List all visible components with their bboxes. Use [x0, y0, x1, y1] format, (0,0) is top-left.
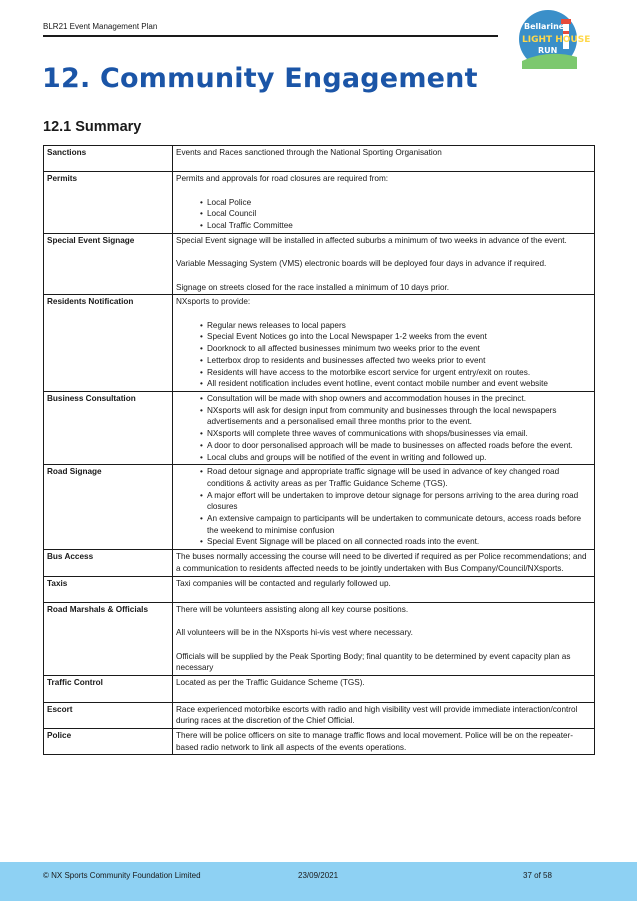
row-label: Bus Access	[44, 550, 173, 576]
paragraph: Events and Races sanctioned through the National Sporting Organisation	[176, 148, 442, 157]
row-label: Police	[44, 728, 173, 754]
list-item: • Doorknock to all affected businesses minimum two weeks prior to the event	[176, 343, 591, 355]
paragraph: All volunteers will be in the NXsports hi-vis vest where necessary.	[176, 628, 413, 638]
paragraph: Taxi companies will be contacted and regularly followed up.	[176, 578, 391, 588]
header-rule	[43, 35, 498, 37]
list-item: • Special Event Signage will be placed on all connected roads into the event.	[176, 536, 591, 548]
footer-organisation: © NX Sports Community Foundation Limited	[43, 871, 201, 880]
row-label: Road Marshals & Officials	[44, 602, 173, 675]
table-row	[44, 728, 595, 754]
table-row	[44, 465, 595, 550]
footer-bar	[0, 862, 637, 901]
list-item: • Consultation will be made with shop owners and accommodation houses in the precinct.	[176, 393, 591, 405]
table-row	[44, 550, 595, 576]
bullet-list	[176, 197, 591, 232]
paragraph: Located as per the Traffic Guidance Scheme (TGS).	[176, 678, 365, 688]
list-item: • NXsports will ask for design input from community and businesses through the local newspapers advertisements and a personalised email three months prior to the event.	[176, 405, 591, 428]
logo-line3: RUN	[538, 46, 558, 55]
row-content	[173, 146, 595, 172]
list-item: • NXsports will complete three waves of communications with shops/businesses via email.	[176, 428, 591, 440]
spacer	[176, 308, 591, 320]
row-content	[173, 576, 595, 602]
spacer	[176, 689, 591, 701]
table-row	[44, 146, 595, 172]
list-item: • A major effort will be undertaken to improve detour signage for persons arriving to the area during road closures	[176, 490, 591, 513]
row-content	[173, 702, 595, 728]
row-label: Escort	[44, 702, 173, 728]
row-content	[173, 172, 595, 234]
document-title: BLR21 Event Management Plan	[43, 22, 158, 31]
bullet-list	[176, 393, 591, 463]
paragraph: Officials will be supplied by the Peak Sporting Body; final quantity to be determined by event capacity plan as necessary	[176, 651, 571, 673]
list-item: • Regular news releases to local papers	[176, 320, 591, 332]
engagement-summary-table	[43, 145, 595, 755]
table-row	[44, 172, 595, 234]
table-row	[44, 602, 595, 675]
list-item: • An extensive campaign to participants will be undertaken to communicate detours, access roads before the weekend to minimise confusion	[176, 513, 591, 536]
row-label: Sanctions	[44, 146, 173, 172]
list-item: • Local clubs and groups will be notified of the event in writing and followed up.	[176, 452, 591, 464]
list-item: • Local Police	[176, 197, 591, 209]
list-item: • Road detour signage and appropriate traffic signage will be used in advance of key changed road conditions & activity areas as per Traffic Guidance Scheme (TGS).	[176, 466, 591, 489]
spacer	[176, 589, 591, 601]
list-item: • Residents will have access to the motorbike escort service for urgent entry/exit on routes.	[176, 367, 591, 379]
paragraph: There will be volunteers assisting along all key course positions.	[176, 604, 409, 614]
footer-date: 23/09/2021	[298, 871, 339, 880]
section-subheading: 12.1 Summary	[43, 119, 142, 135]
lighthouse-run-logo-icon	[508, 9, 591, 69]
spacer	[176, 270, 591, 282]
row-label: Residents Notification	[44, 295, 173, 392]
spacer	[176, 247, 591, 259]
table-row	[44, 391, 595, 464]
row-content	[173, 465, 595, 550]
row-content	[173, 602, 595, 675]
list-item: • All resident notification includes event hotline, event contact mobile number and event website	[176, 378, 591, 390]
logo-line1: Bellarine	[524, 22, 565, 31]
spacer	[176, 185, 591, 197]
bullet-list	[176, 466, 591, 548]
row-content	[173, 295, 595, 392]
paragraph: Special Event signage will be installed in affected suburbs a minimum of two weeks in advance of the event.	[176, 235, 567, 245]
paragraph: Race experienced motorbike escorts with radio and high visibility vest will provide immediate interaction/control during races at the discretion of the Chief Official.	[176, 704, 578, 726]
paragraph: The buses normally accessing the course will need to be diverted if required as per Police recommendations; and a communication to residents affected needs to be jointly undertaken with Bus Company/Council/NXsports.	[176, 552, 587, 573]
table-row	[44, 295, 595, 392]
row-label: Road Signage	[44, 465, 173, 550]
paragraph: NXsports to provide:	[176, 297, 251, 307]
row-content	[173, 233, 595, 294]
row-label: Business Consultation	[44, 391, 173, 464]
row-content	[173, 391, 595, 464]
logo-line2: LIGHT HOUSE	[522, 35, 591, 45]
paragraph: Signage on streets closed for the race installed a minimum of 10 days prior.	[176, 282, 450, 292]
paragraph: Permits and approvals for road closures are required from:	[176, 174, 389, 184]
row-content	[173, 676, 595, 702]
bullet-list	[176, 320, 591, 390]
spacer	[176, 616, 591, 628]
row-label: Taxis	[44, 576, 173, 602]
list-item: • Special Event Notices go into the Local Newspaper 1-2 weeks from the event	[176, 331, 591, 343]
spacer	[176, 159, 591, 171]
paragraph: There will be police officers on site to manage traffic flows and local movement. Police will be on the repeater-based radio network to link all aspects of the events operations.	[176, 730, 573, 752]
row-content	[173, 728, 595, 754]
paragraph: Variable Messaging System (VMS) electronic boards will be deployed four days in advance if required.	[176, 259, 547, 269]
list-item: • A door to door personalised approach will be made to businesses on affected roads before the event.	[176, 440, 591, 452]
table-row	[44, 576, 595, 602]
list-item: • Local Council	[176, 208, 591, 220]
footer-page-number: 37 of 58	[523, 871, 552, 880]
spacer	[176, 639, 591, 651]
row-label: Special Event Signage	[44, 233, 173, 294]
list-item: • Local Traffic Committee	[176, 220, 591, 232]
table-row	[44, 702, 595, 728]
table-row	[44, 676, 595, 702]
list-item: • Letterbox drop to residents and businesses affected two weeks prior to event	[176, 355, 591, 367]
row-label: Traffic Control	[44, 676, 173, 702]
row-content	[173, 550, 595, 576]
row-label: Permits	[44, 172, 173, 234]
page-heading: 12. Community Engagement	[42, 63, 478, 94]
table-row	[44, 233, 595, 294]
